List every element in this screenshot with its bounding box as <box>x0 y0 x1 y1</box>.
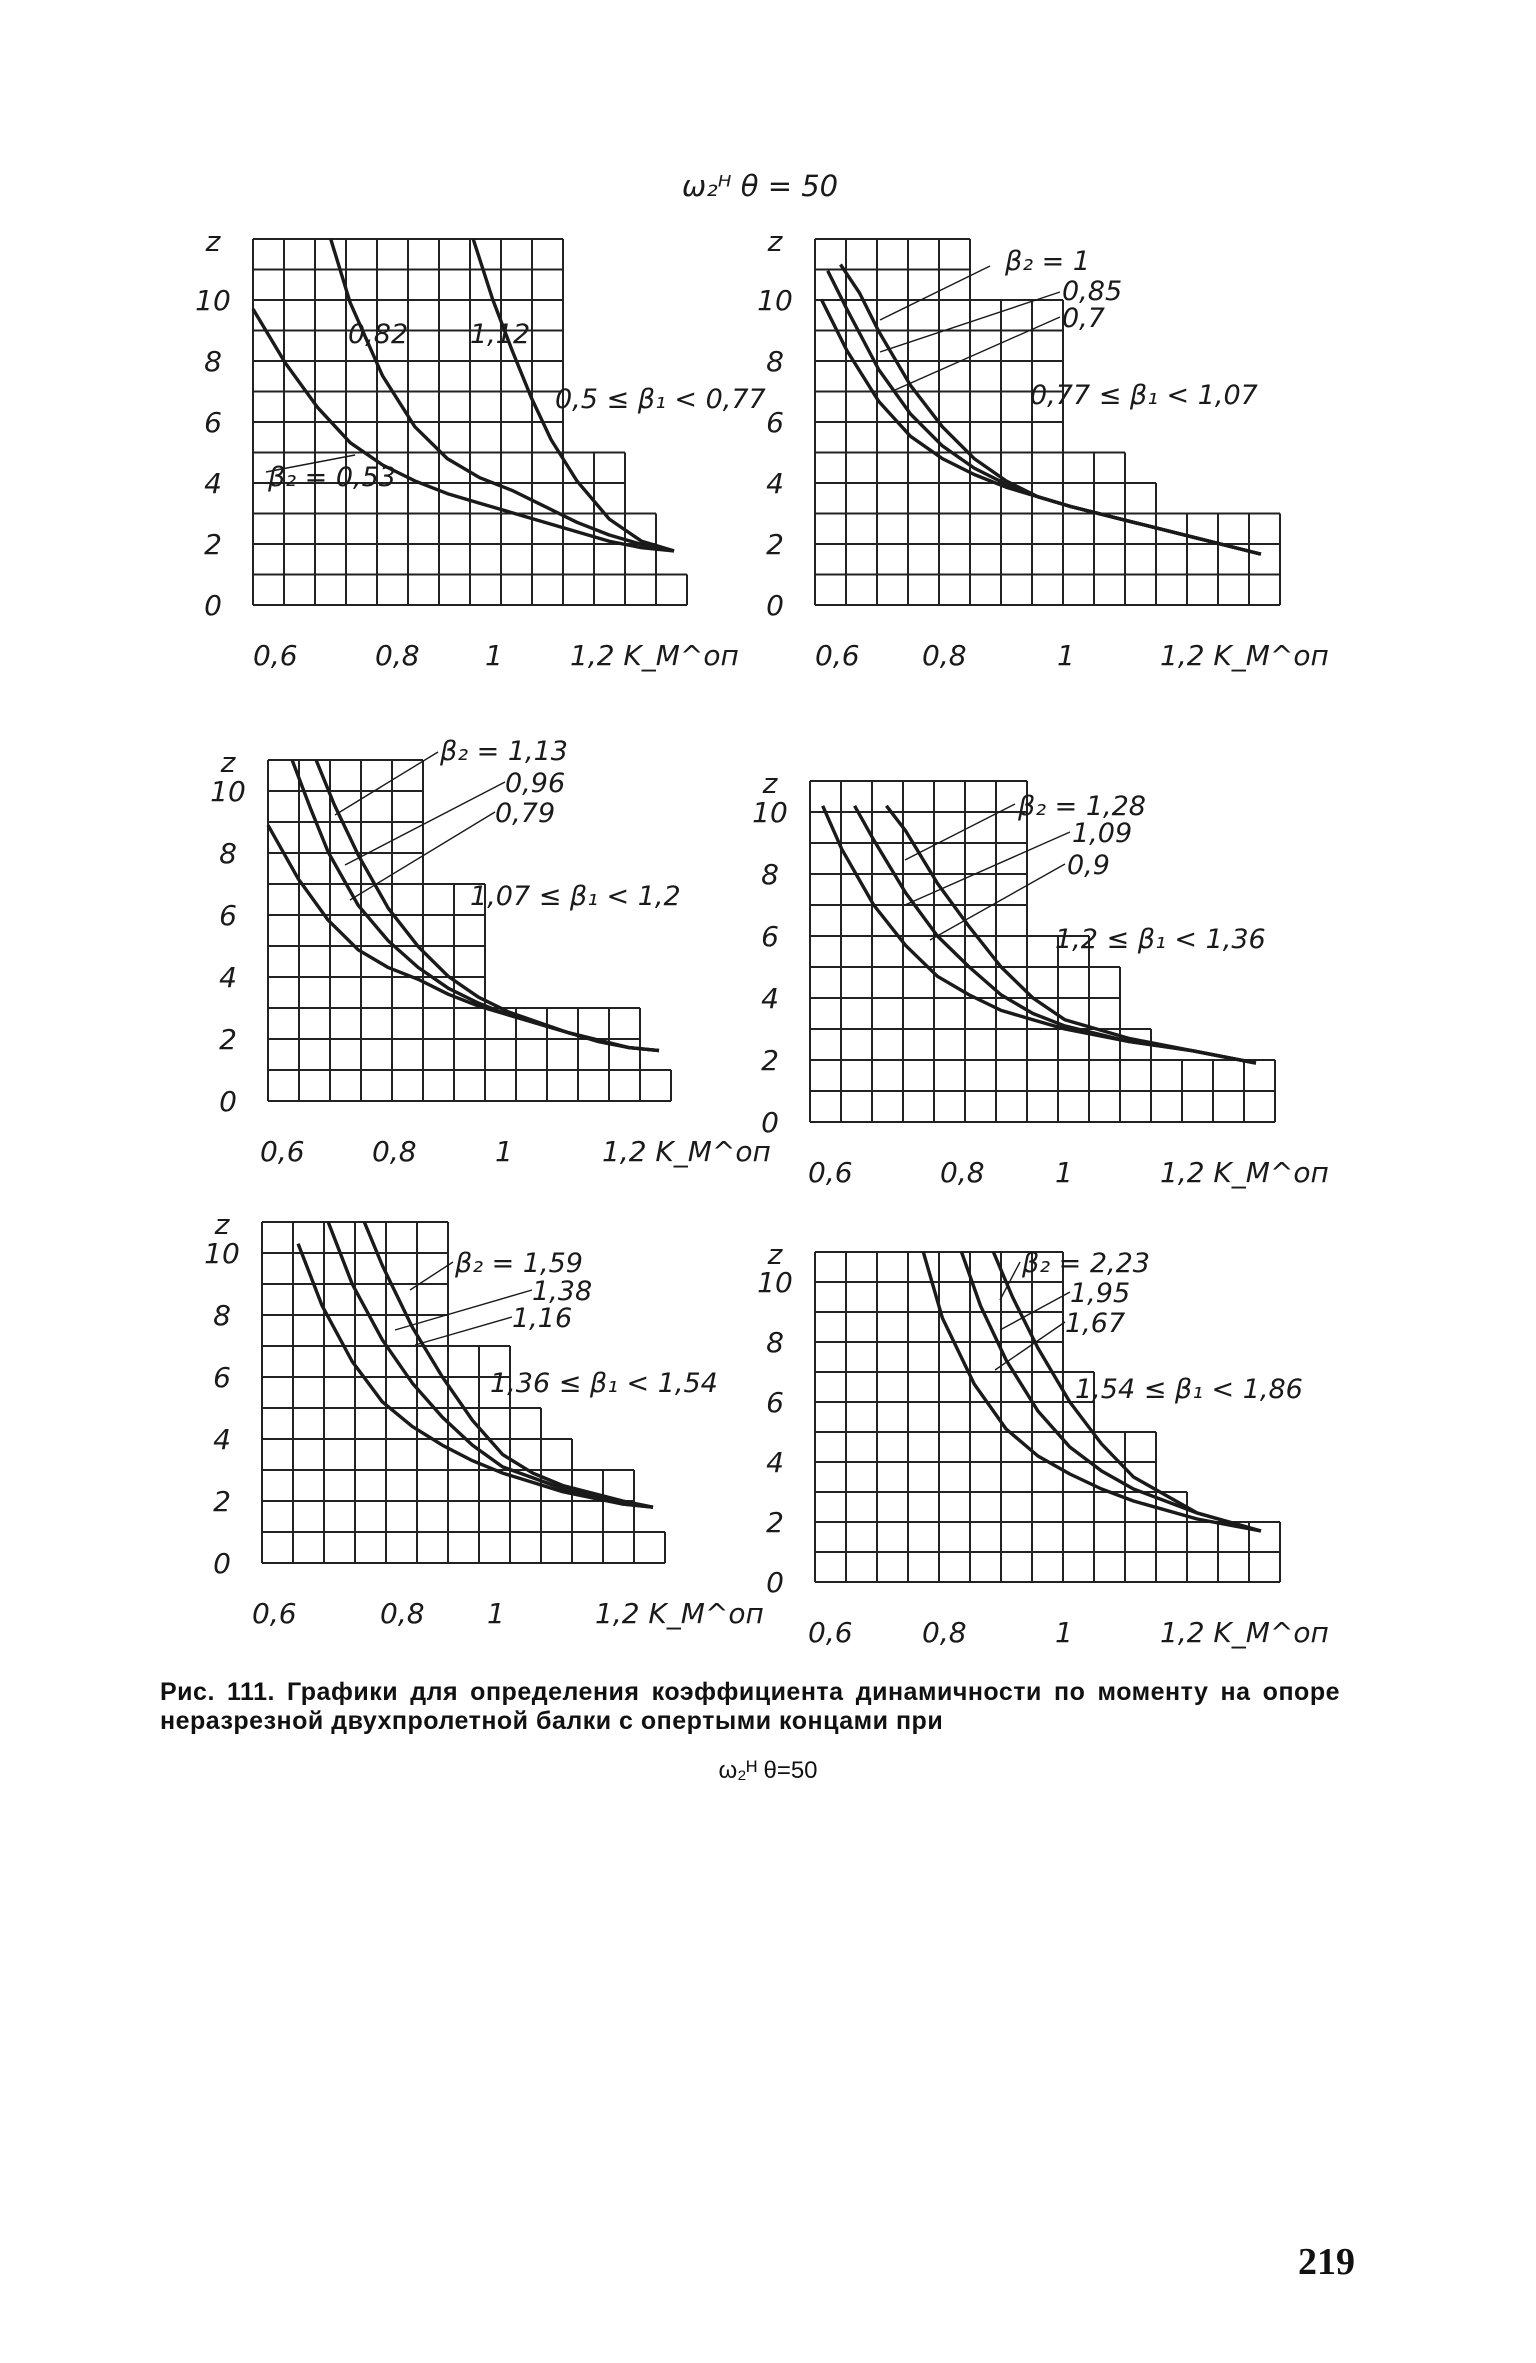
y-tick-label: 10 <box>752 796 788 829</box>
chart-panel-1 <box>195 225 766 672</box>
y-tick-label: 4 <box>219 961 237 994</box>
y-tick-label: 0 <box>219 1085 237 1118</box>
x-tick-label: 0,8 <box>940 1156 985 1189</box>
y-tick-label: 2 <box>219 1023 237 1056</box>
curve-label: β₂ = 1 <box>1005 246 1091 277</box>
chart-panel-5 <box>204 1208 764 1630</box>
x-tick-label: 1,2 K_M^оп <box>602 1135 771 1168</box>
chart-panel-2 <box>757 225 1329 672</box>
x-tick-label: 0,8 <box>922 1616 967 1649</box>
y-tick-label: 4 <box>213 1423 231 1456</box>
curve-label: 1,95 <box>1070 1278 1131 1309</box>
y-tick-label: 0 <box>204 589 222 622</box>
y-tick-label: 8 <box>204 345 222 378</box>
y-tick-label: z <box>767 1238 783 1271</box>
curve-label: 0,9 <box>1067 850 1110 881</box>
y-tick-label: 10 <box>204 1237 240 1270</box>
y-tick-label: 2 <box>204 528 222 561</box>
y-tick-label: 6 <box>213 1361 231 1394</box>
y-tick-label: 10 <box>210 775 246 808</box>
x-tick-label: 1 <box>487 1597 505 1630</box>
x-tick-label: 1 <box>485 639 503 672</box>
curve-label: 1,38 <box>532 1276 593 1307</box>
curve-label: 0,7 <box>1062 303 1105 334</box>
x-tick-label: 0,6 <box>815 639 860 672</box>
y-tick-label: z <box>205 225 221 258</box>
x-tick-label: 1 <box>1055 1156 1073 1189</box>
y-tick-label: 4 <box>761 982 779 1015</box>
leader-line <box>415 1317 512 1345</box>
y-tick-label: 10 <box>757 284 793 317</box>
x-tick-label: 1,2 K_M^оп <box>1160 1616 1329 1649</box>
y-tick-label: z <box>214 1208 230 1241</box>
chart-panel-3 <box>210 736 771 1168</box>
y-tick-label: z <box>762 767 778 800</box>
y-tick-label: 8 <box>219 837 237 870</box>
y-tick-label: 8 <box>213 1299 231 1332</box>
y-tick-label: 6 <box>766 1386 784 1419</box>
chart-panel-6 <box>757 1238 1329 1649</box>
series-line-1 <box>253 309 674 551</box>
x-tick-label: 0,6 <box>808 1616 853 1649</box>
x-tick-label: 0,6 <box>808 1156 853 1189</box>
curve-label: 0,85 <box>1062 276 1123 307</box>
x-tick-label: 0,6 <box>253 639 298 672</box>
x-tick-label: 1,2 K_M^оп <box>1160 639 1329 672</box>
curve-label: 0,79 <box>495 798 556 829</box>
beta1-range-label: 1,2 ≤ β₁ < 1,36 <box>1055 924 1266 955</box>
y-tick-label: 0 <box>761 1106 779 1139</box>
x-tick-label: 1,2 K_M^оп <box>1160 1156 1329 1189</box>
y-tick-label: 6 <box>761 920 779 953</box>
y-tick-label: 0 <box>766 1566 784 1599</box>
y-tick-label: 0 <box>766 589 784 622</box>
curve-label: 0,82 <box>348 319 409 350</box>
beta1-range-label: 1,36 ≤ β₁ < 1,54 <box>490 1368 718 1399</box>
beta1-range-label: 0,77 ≤ β₁ < 1,07 <box>1030 380 1258 411</box>
curve-label: β₂ = 1,13 <box>440 736 568 767</box>
curve-label: β₂ = 1,59 <box>455 1248 583 1279</box>
y-tick-label: 2 <box>761 1044 779 1077</box>
y-tick-label: 6 <box>204 406 222 439</box>
beta1-range-label: 1,07 ≤ β₁ < 1,2 <box>470 881 681 912</box>
y-tick-label: 6 <box>219 899 237 932</box>
y-tick-label: 8 <box>766 1326 784 1359</box>
x-tick-label: 1 <box>495 1135 513 1168</box>
leader-line <box>880 266 990 320</box>
curve-label: β₂ = 0,53 <box>268 462 396 493</box>
y-tick-label: 0 <box>213 1547 231 1580</box>
figure-heading: ω₂ᴴ θ = 50 <box>681 169 839 203</box>
x-tick-label: 0,8 <box>380 1597 425 1630</box>
y-tick-label: 4 <box>204 467 222 500</box>
page-number: 219 <box>1298 2241 1355 2283</box>
y-tick-label: 6 <box>766 406 784 439</box>
y-tick-label: z <box>220 746 236 779</box>
y-tick-label: 10 <box>757 1266 793 1299</box>
y-tick-label: 8 <box>761 858 779 891</box>
x-tick-label: 1,2 K_M^оп <box>570 639 739 672</box>
x-tick-label: 0,8 <box>922 639 967 672</box>
curve-label: 1,16 <box>512 1303 573 1334</box>
curve-label: 1,12 <box>470 319 531 350</box>
y-tick-label: z <box>767 225 783 258</box>
curve-label: 1,09 <box>1072 818 1133 849</box>
y-tick-label: 2 <box>766 528 784 561</box>
chart-panel-4 <box>752 767 1329 1189</box>
figure-caption: Рис. 111. Графики для определения коэффициента динамичности по моменту на опоре неразрезной двухпролетной балки с опертыми концами при <box>160 1678 1340 1735</box>
x-tick-label: 1 <box>1055 1616 1073 1649</box>
curve-label: β₂ = 1,28 <box>1018 791 1146 822</box>
x-tick-label: 0,8 <box>372 1135 417 1168</box>
series-line-1 <box>268 825 659 1050</box>
x-tick-label: 0,6 <box>260 1135 305 1168</box>
y-tick-label: 4 <box>766 1446 784 1479</box>
beta1-range-label: 0,5 ≤ β₁ < 0,77 <box>555 384 766 415</box>
y-tick-label: 10 <box>195 284 231 317</box>
curve-label: 1,67 <box>1065 1308 1126 1339</box>
curve-label: 0,96 <box>505 768 566 799</box>
caption-formula: ω₂ᴴ θ=50 <box>718 1757 818 1784</box>
x-tick-label: 1,2 K_M^оп <box>595 1597 764 1630</box>
x-tick-label: 1 <box>1057 639 1075 672</box>
x-tick-label: 0,8 <box>375 639 420 672</box>
y-tick-label: 2 <box>213 1485 231 1518</box>
curve-label: β₂ = 2,23 <box>1022 1248 1150 1279</box>
y-tick-label: 2 <box>766 1506 784 1539</box>
y-tick-label: 4 <box>766 467 784 500</box>
beta1-range-label: 1,54 ≤ β₁ < 1,86 <box>1075 1374 1303 1405</box>
series-line-1 <box>821 300 1261 555</box>
x-tick-label: 0,6 <box>252 1597 297 1630</box>
y-tick-label: 8 <box>766 345 784 378</box>
